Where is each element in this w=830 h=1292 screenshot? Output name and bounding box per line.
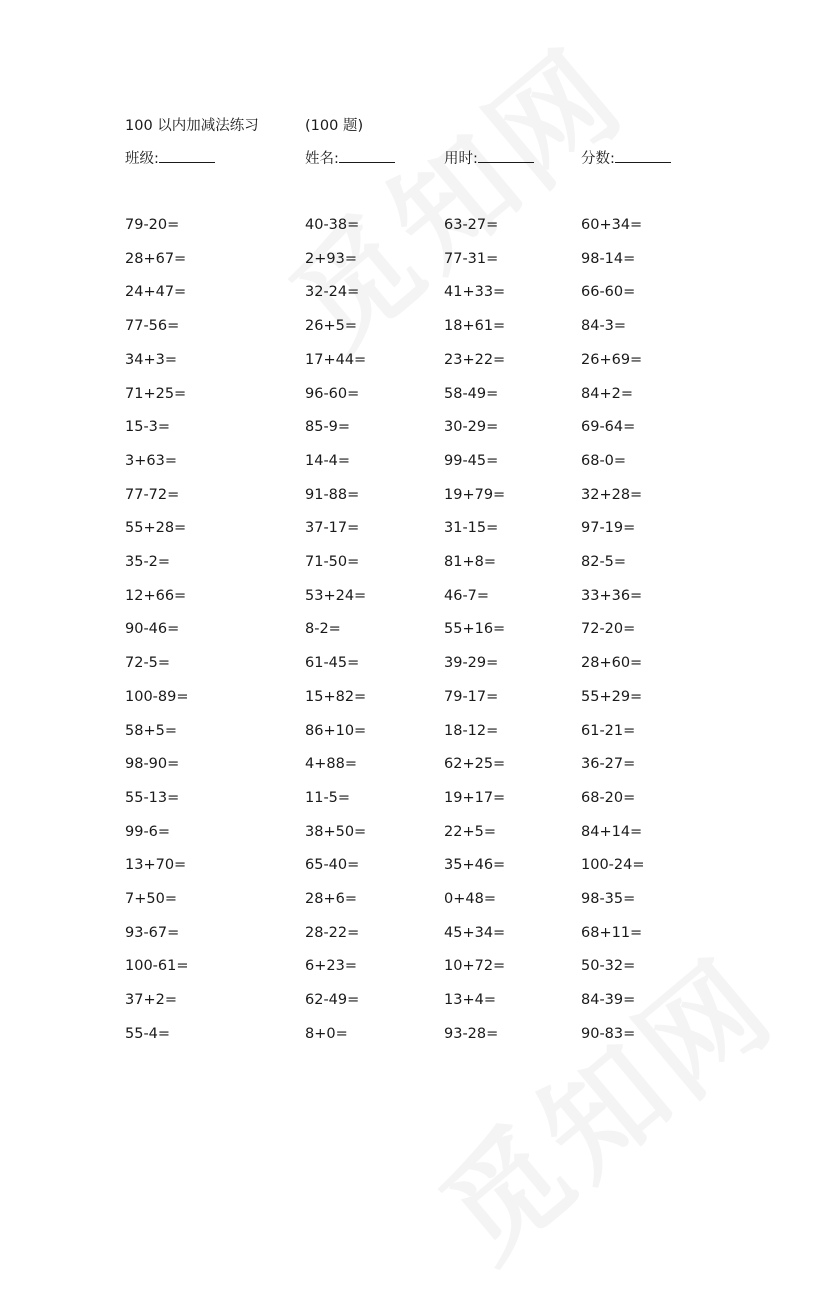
math-problem: 45+34= [444, 925, 506, 941]
math-problem: 98-35= [581, 891, 636, 907]
math-problem: 23+22= [444, 352, 506, 368]
math-problem: 35-2= [125, 554, 171, 570]
math-problem: 37+2= [125, 992, 177, 1008]
math-problem: 53+24= [305, 588, 367, 604]
blank-line[interactable] [615, 149, 671, 163]
math-problem: 50-32= [581, 958, 636, 974]
field-score [581, 147, 671, 168]
field-label: 用时: [444, 151, 478, 167]
math-problem: 79-17= [444, 689, 499, 705]
math-problem: 90-46= [125, 621, 180, 637]
math-problem: 31-15= [444, 520, 499, 536]
field-class [125, 147, 215, 168]
math-problem: 18+61= [444, 318, 506, 334]
math-problem: 98-14= [581, 251, 636, 267]
math-problem: 93-28= [444, 1026, 499, 1042]
math-problem: 71+25= [125, 386, 187, 402]
math-problem: 41+33= [444, 284, 506, 300]
math-problem: 60+34= [581, 217, 643, 233]
math-problem: 62-49= [305, 992, 360, 1008]
math-problem: 55-13= [125, 790, 180, 806]
math-problem: 84-39= [581, 992, 636, 1008]
math-problem: 71-50= [305, 554, 360, 570]
math-problem: 98-90= [125, 756, 180, 772]
math-problem: 33+36= [581, 588, 643, 604]
math-problem: 22+5= [444, 824, 496, 840]
math-problem: 61-45= [305, 655, 360, 671]
math-problem: 68-20= [581, 790, 636, 806]
math-problem: 55+16= [444, 621, 506, 637]
math-problem: 8-2= [305, 621, 341, 637]
math-problem: 55+28= [125, 520, 187, 536]
math-problem: 0+48= [444, 891, 496, 907]
math-problem: 13+4= [444, 992, 496, 1008]
math-problem: 63-27= [444, 217, 499, 233]
field-label: 姓名: [305, 151, 339, 167]
math-problem: 10+72= [444, 958, 506, 974]
math-problem: 38+50= [305, 824, 367, 840]
math-problem: 82-5= [581, 554, 627, 570]
math-problem: 37-17= [305, 520, 360, 536]
math-problem: 68+11= [581, 925, 643, 941]
math-problem: 86+10= [305, 723, 367, 739]
field-label: 班级: [125, 151, 159, 167]
math-problem: 61-21= [581, 723, 636, 739]
math-problem: 24+47= [125, 284, 187, 300]
math-problem: 72-5= [125, 655, 171, 671]
math-problem: 68-0= [581, 453, 627, 469]
math-problem: 77-31= [444, 251, 499, 267]
math-problem: 3+63= [125, 453, 177, 469]
math-problem: 99-45= [444, 453, 499, 469]
blank-line[interactable] [339, 149, 395, 163]
math-problem: 72-20= [581, 621, 636, 637]
math-problem: 100-61= [125, 958, 189, 974]
math-problem: 6+23= [305, 958, 357, 974]
math-problem: 11-5= [305, 790, 351, 806]
math-problem: 28+60= [581, 655, 643, 671]
worksheet-title: 100 以内加减法练习 [125, 118, 259, 134]
math-problem: 100-89= [125, 689, 189, 705]
math-problem: 93-67= [125, 925, 180, 941]
math-problem: 62+25= [444, 756, 506, 772]
blank-line[interactable] [159, 149, 215, 163]
math-problem: 55-4= [125, 1026, 171, 1042]
math-problem: 7+50= [125, 891, 177, 907]
math-problem: 13+70= [125, 857, 187, 873]
math-problem: 55+29= [581, 689, 643, 705]
math-problem: 91-88= [305, 487, 360, 503]
math-problem: 34+3= [125, 352, 177, 368]
math-problem: 32+28= [581, 487, 643, 503]
math-problem: 8+0= [305, 1026, 348, 1042]
math-problem: 84+14= [581, 824, 643, 840]
math-problem: 77-72= [125, 487, 180, 503]
math-problem: 19+17= [444, 790, 506, 806]
math-problem: 46-7= [444, 588, 490, 604]
math-problem: 17+44= [305, 352, 367, 368]
math-problem: 15+82= [305, 689, 367, 705]
math-problem: 36-27= [581, 756, 636, 772]
math-problem: 66-60= [581, 284, 636, 300]
math-problem: 58+5= [125, 723, 177, 739]
math-problem: 19+79= [444, 487, 506, 503]
math-problem: 84+2= [581, 386, 633, 402]
math-problem: 39-29= [444, 655, 499, 671]
math-problem: 14-4= [305, 453, 351, 469]
math-problem: 15-3= [125, 419, 171, 435]
math-problem: 84-3= [581, 318, 627, 334]
math-problem: 69-64= [581, 419, 636, 435]
math-problem: 99-6= [125, 824, 171, 840]
question-count: (100 题) [305, 118, 364, 134]
math-problem: 90-83= [581, 1026, 636, 1042]
field-time [444, 147, 534, 168]
math-problem: 26+69= [581, 352, 643, 368]
math-problem: 100-24= [581, 857, 645, 873]
math-problem: 85-9= [305, 419, 351, 435]
math-problem: 81+8= [444, 554, 496, 570]
math-problem: 32-24= [305, 284, 360, 300]
math-problem: 30-29= [444, 419, 499, 435]
math-problem: 77-56= [125, 318, 180, 334]
math-problem: 79-20= [125, 217, 180, 233]
math-problem: 28-22= [305, 925, 360, 941]
blank-line[interactable] [478, 149, 534, 163]
math-problem: 18-12= [444, 723, 499, 739]
math-problem: 26+5= [305, 318, 357, 334]
field-label: 分数: [581, 151, 615, 167]
math-problem: 4+88= [305, 756, 357, 772]
math-problem: 40-38= [305, 217, 360, 233]
math-problem: 28+6= [305, 891, 357, 907]
math-problem: 97-19= [581, 520, 636, 536]
math-problem: 65-40= [305, 857, 360, 873]
field-name [305, 147, 395, 168]
math-problem: 96-60= [305, 386, 360, 402]
math-problem: 35+46= [444, 857, 506, 873]
math-problem: 2+93= [305, 251, 357, 267]
math-problem: 58-49= [444, 386, 499, 402]
math-problem: 28+67= [125, 251, 187, 267]
math-problem: 12+66= [125, 588, 187, 604]
